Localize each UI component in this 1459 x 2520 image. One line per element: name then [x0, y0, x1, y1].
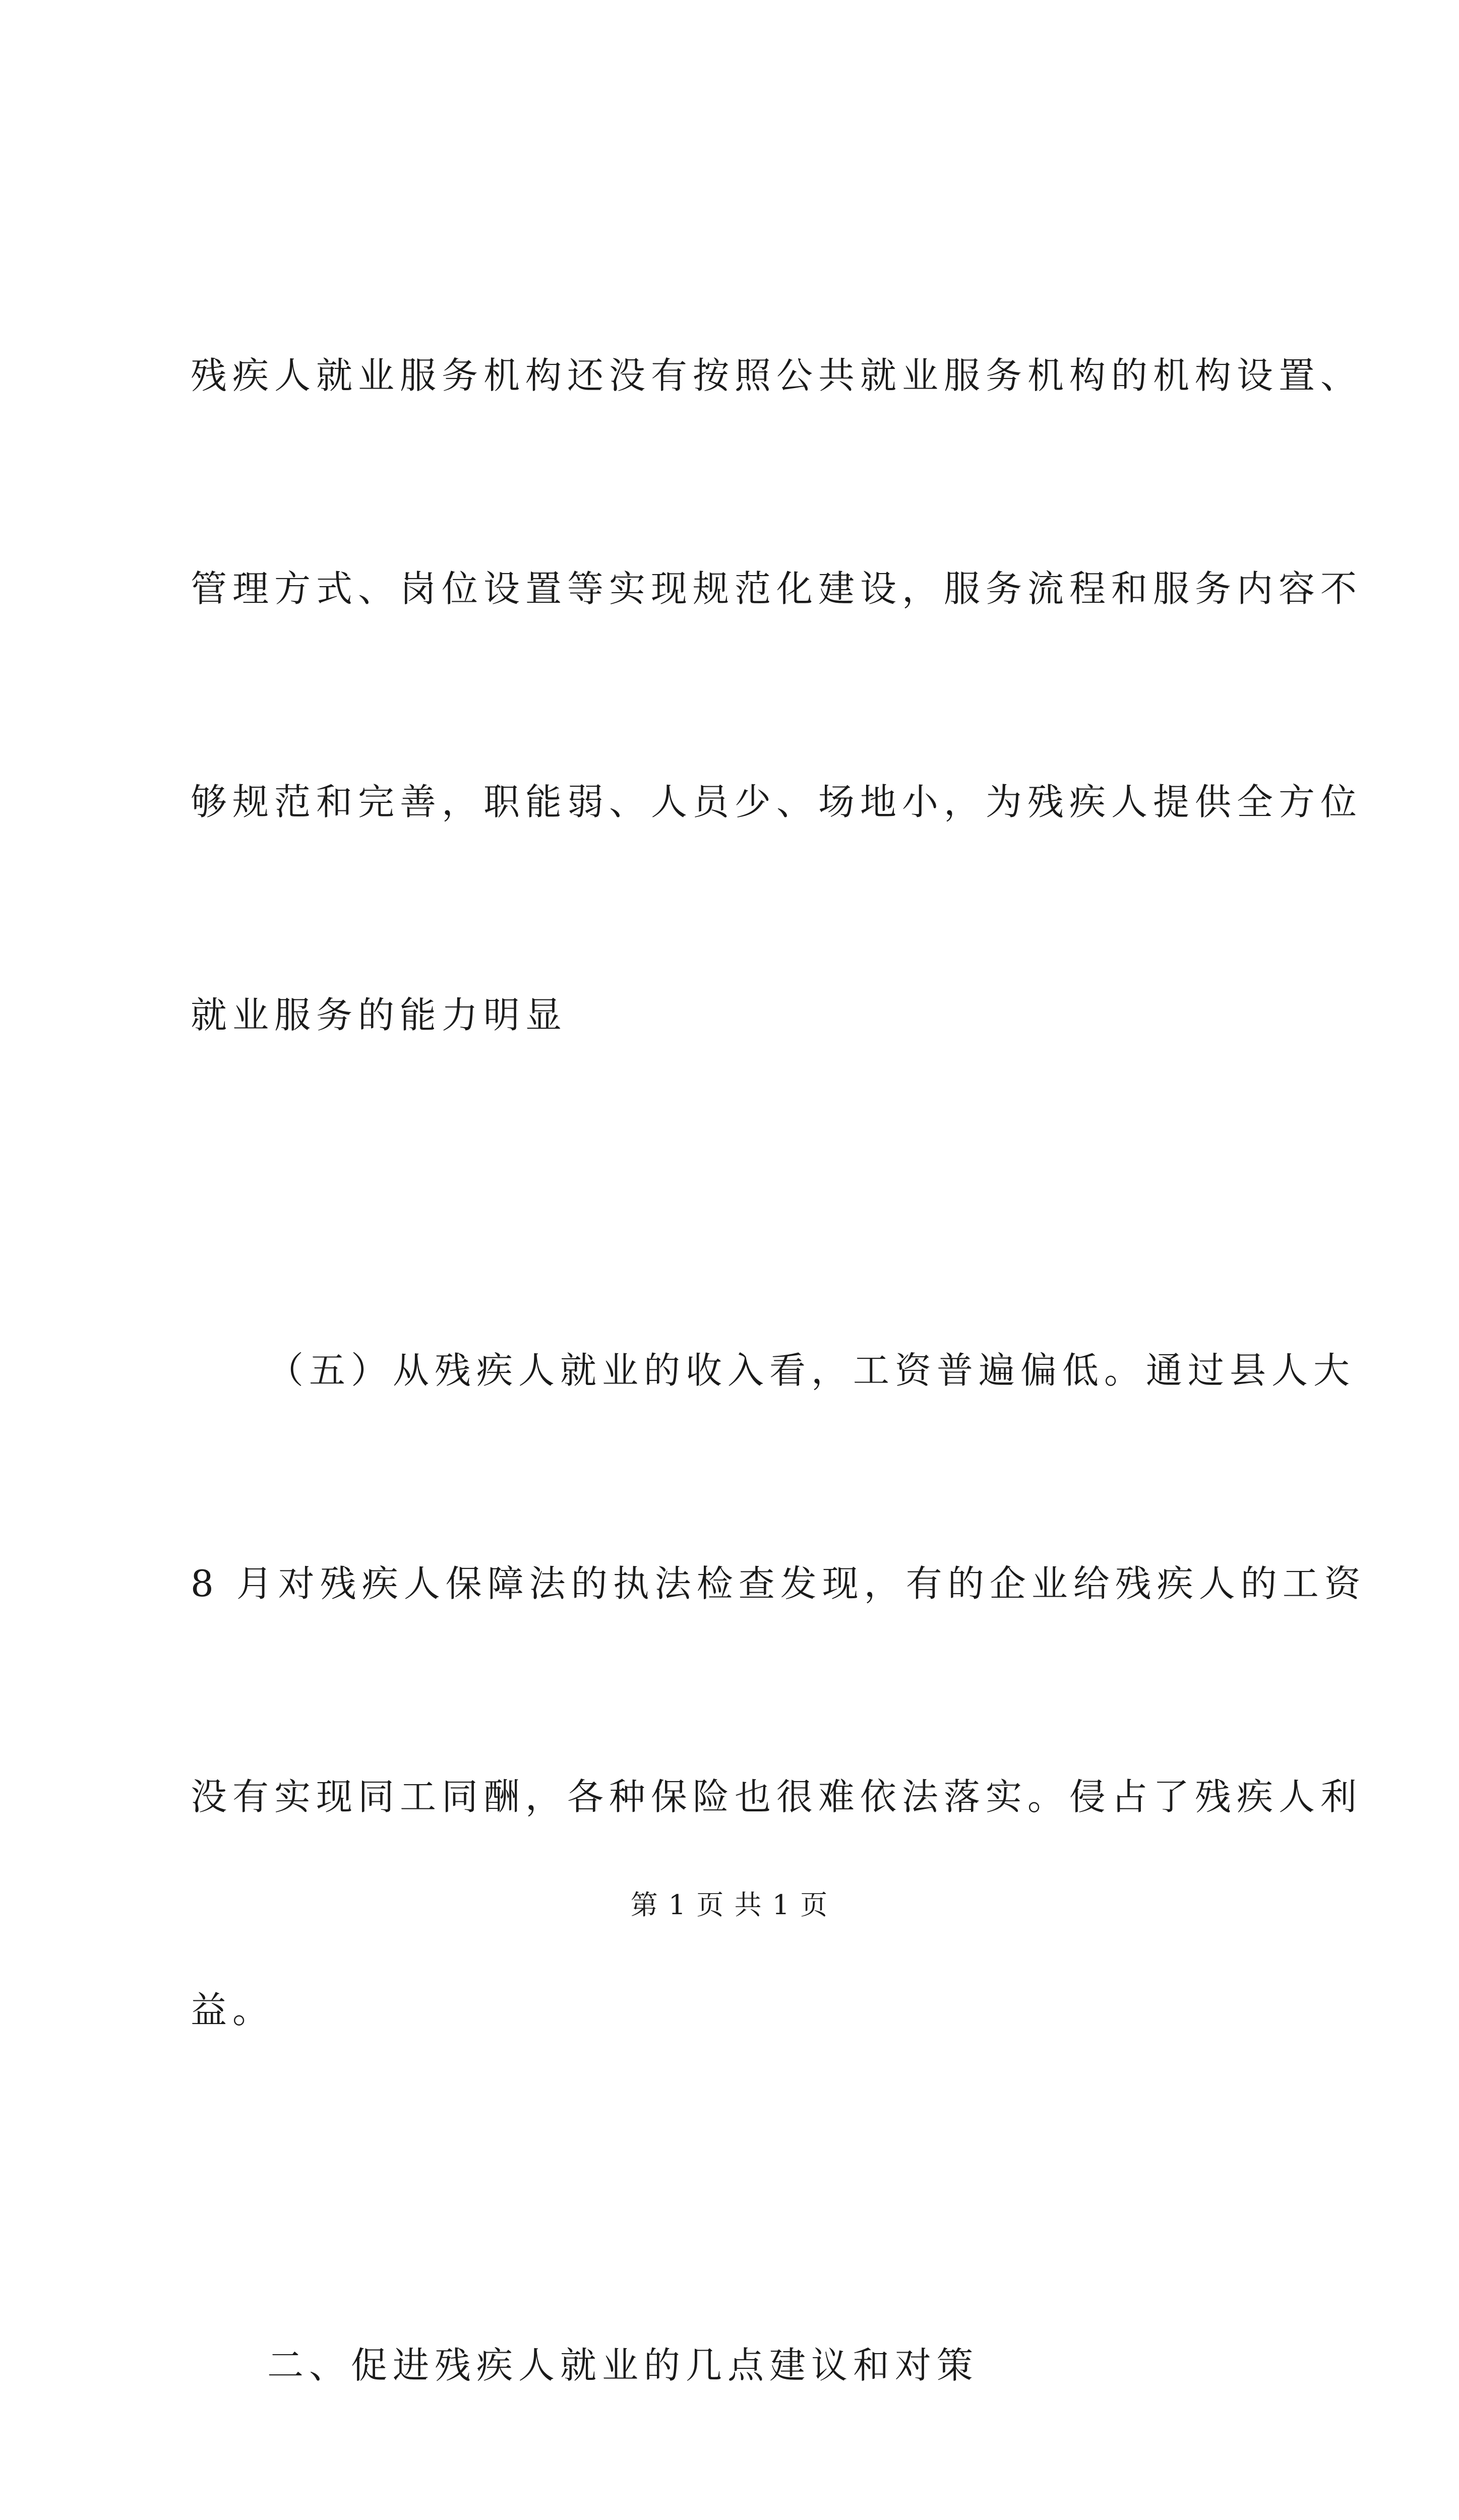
- section-heading: [191, 2188, 1268, 2520]
- text-line: 够规范和完善，职能弱、人员少、场地小，为残疾人提供全方位: [191, 781, 1363, 823]
- text-line: 8 月对残疾人保障法的执法检查发现，有的企业给残疾人的工资: [191, 1562, 1366, 1605]
- document-body: [191, 198, 1366, 2520]
- text-line: 残疾人就业服务机构还没有按照公共就业服务机构的机构设置、: [191, 354, 1363, 397]
- page-footer: 第 1 页 共 1 页: [630, 1889, 829, 1921]
- text-line: 没有实现同工同酬，各种保险也很难依法落实。侵占了残疾人利: [191, 1776, 1363, 1818]
- text-line: （五）从残疾人就业的收入看，工资普遍偏低。通过县人大: [267, 1349, 1356, 1392]
- paragraph-1: [191, 198, 1363, 1193]
- text-line: 管理方式、岗位设置等实现规范化建设，服务流程和服务内容不: [191, 568, 1363, 610]
- paragraph-2: [191, 1193, 1366, 2188]
- text-line: 益。: [191, 1989, 275, 2031]
- text-line: 就业服务的能力明显: [191, 994, 568, 1036]
- heading-line: 二、促进残疾人就业的几点建议和对策: [267, 2344, 979, 2386]
